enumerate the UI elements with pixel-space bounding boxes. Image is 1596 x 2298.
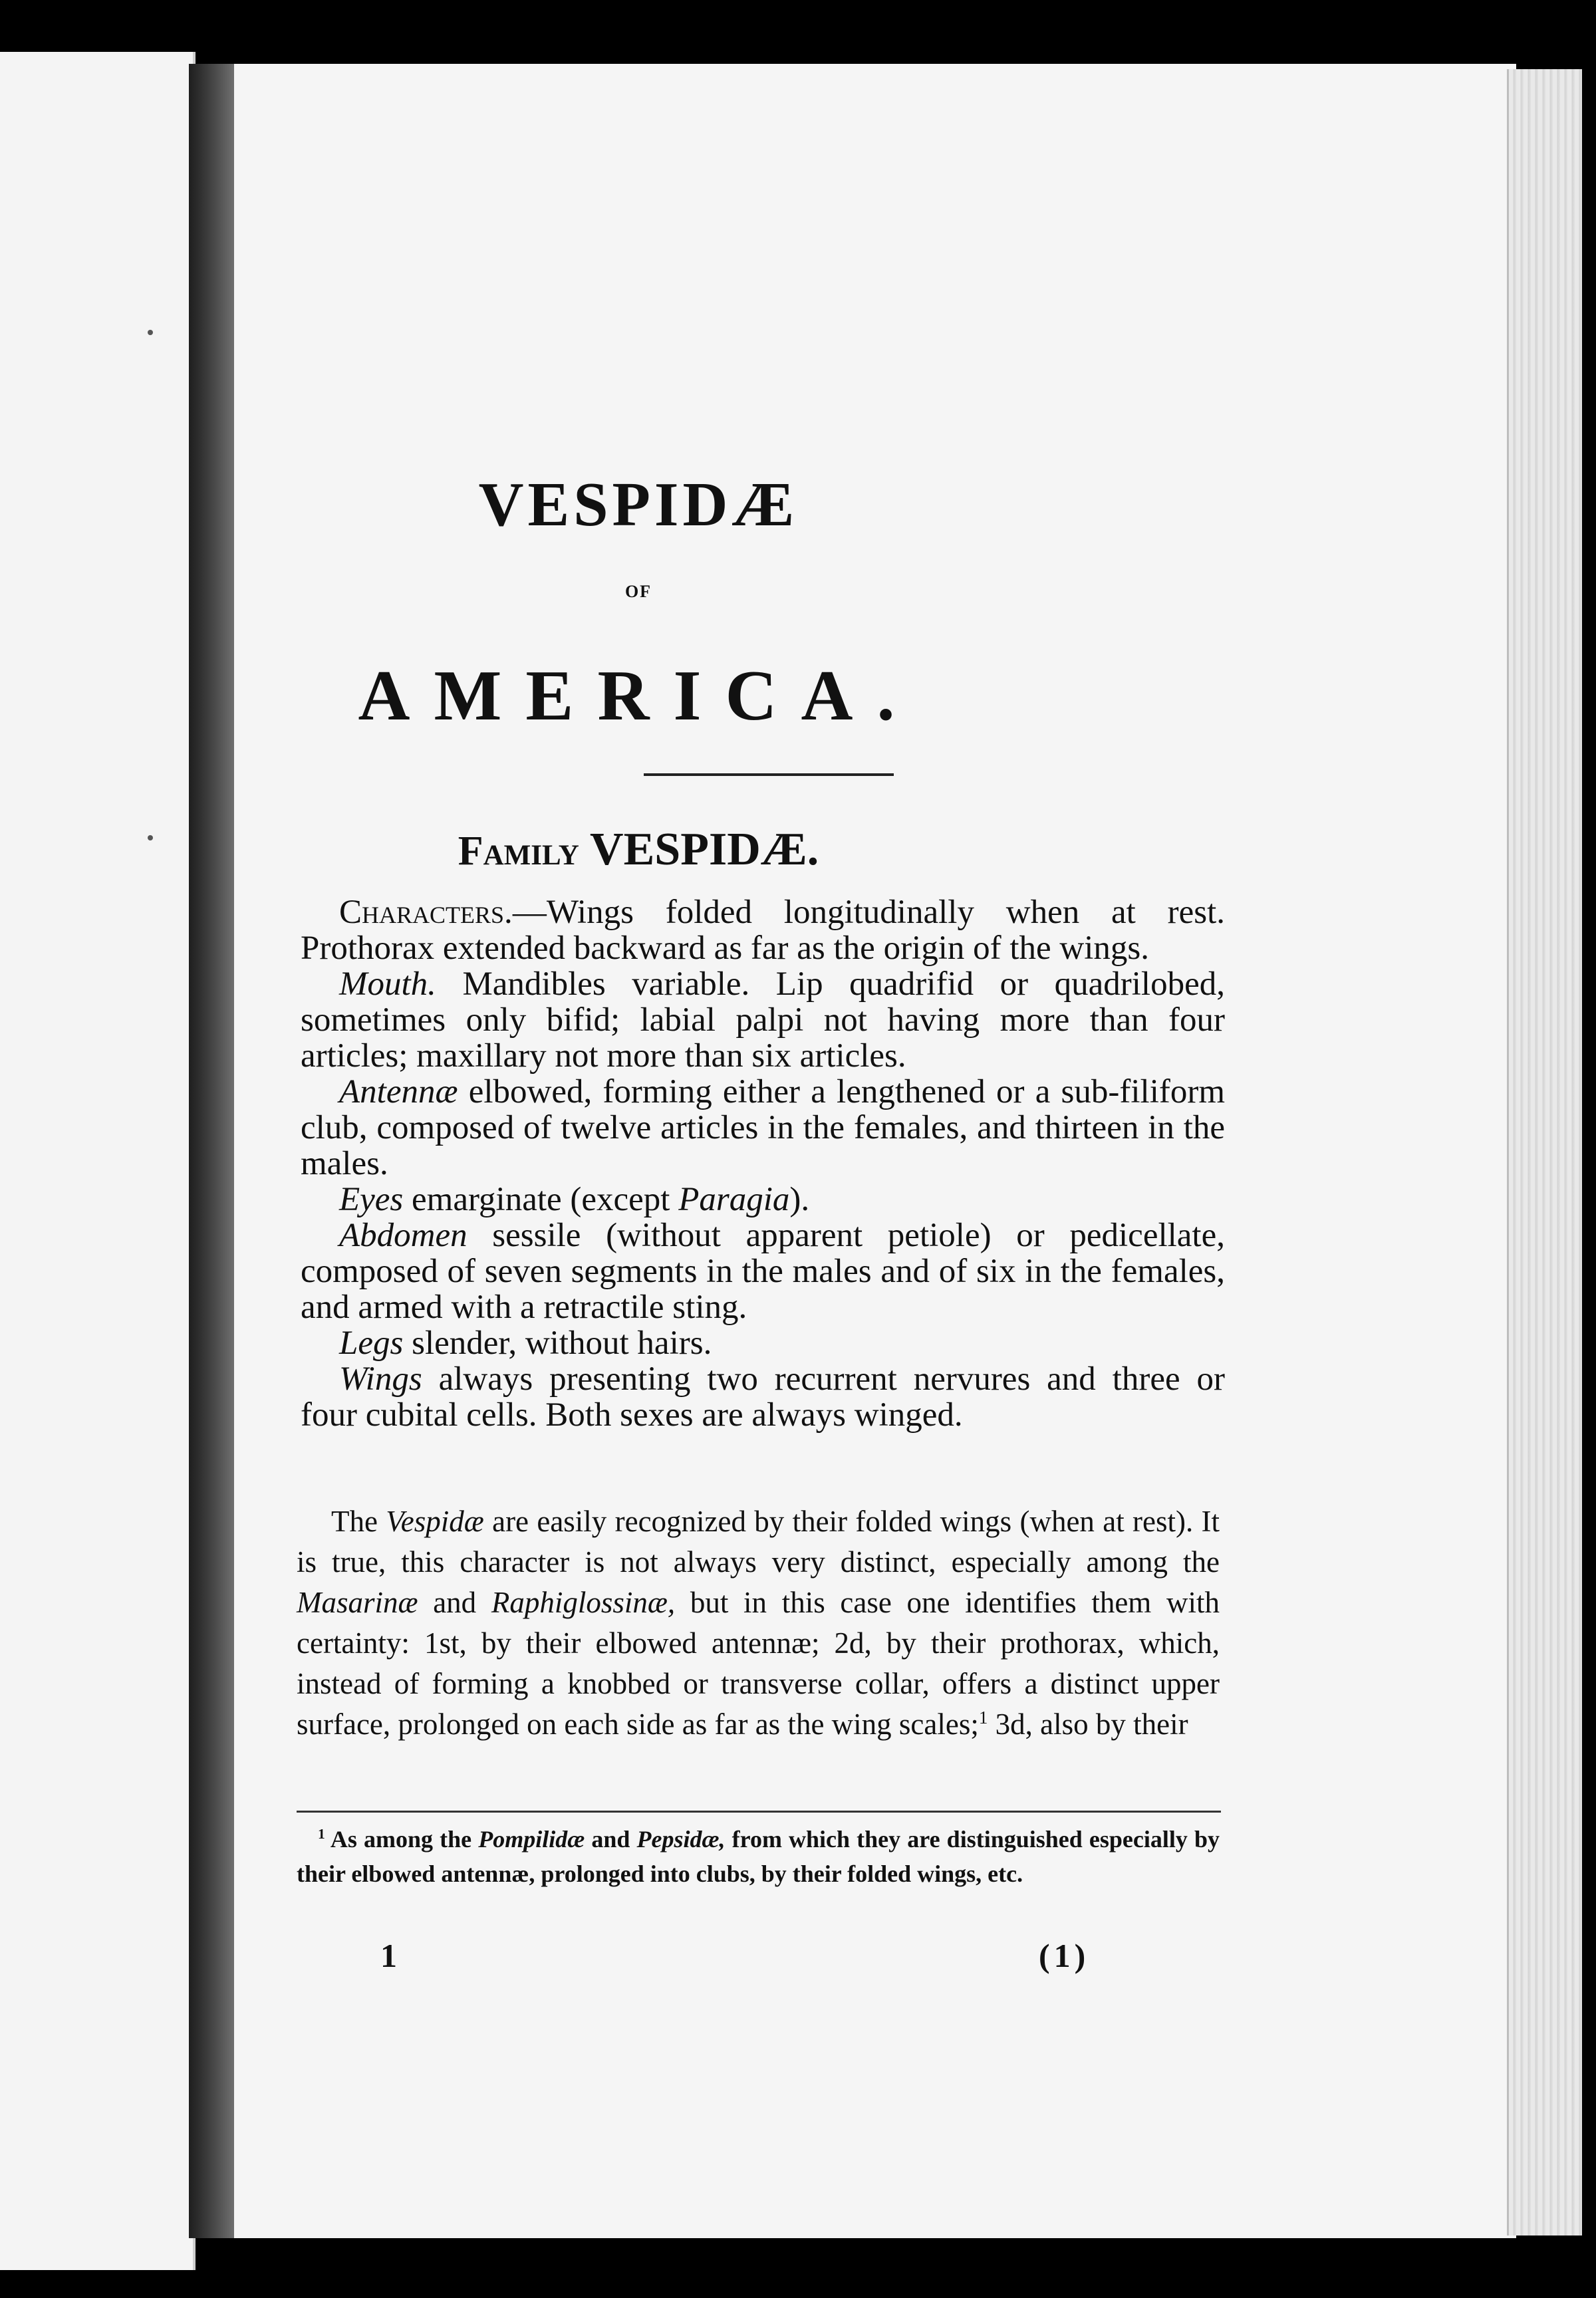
- footnote-reference: 1: [978, 1708, 988, 1727]
- eyes-term: Eyes: [339, 1181, 404, 1218]
- title-line-1: VESPIDÆ: [478, 470, 799, 539]
- left-page-mark: [148, 835, 153, 840]
- mouth-term: Mouth.: [339, 965, 436, 1003]
- footnote-term-pepsidae: Pepsidæ,: [636, 1826, 726, 1852]
- body-paragraph: [297, 1501, 1220, 1745]
- left-page-edge: [0, 52, 196, 2270]
- footnote-text: from which they are distinguished especially by their elbowed antennæ, prolonged into clubs, by their folded wings, etc.: [297, 1826, 1220, 1887]
- mouth-text: Mandibles variable. Lip quadrifid or quadrilobed, sometimes only bifid; labial palpi not having more than four articles; maxillary not more than six articles.: [301, 965, 1225, 1075]
- characters-wings: [301, 1361, 1225, 1433]
- body-text: but in this case one identifies them with certainty: 1st, by their elbowed antennæ; 2d, by their prothorax, which, instead of forming a knobbed or transverse collar, offers a distinct upper surface, prolonged on each side as far as the wing scales;: [297, 1586, 1220, 1741]
- family-name: VESPIDÆ.: [590, 824, 819, 875]
- page-stack-edge: [1507, 69, 1582, 2235]
- abdomen-term: Abdomen: [339, 1217, 467, 1254]
- page-number: (1): [1039, 1937, 1090, 1974]
- abdomen-text: sessile (without apparent petiole) or pedicellate, composed of seven segments in the males and of six in the females, and armed with a retractile sting.: [301, 1217, 1225, 1326]
- characters-section: [301, 894, 1225, 1433]
- characters-antennae: [301, 1074, 1225, 1182]
- eyes-genus: Paragia: [678, 1181, 790, 1218]
- characters-abdomen: [301, 1217, 1225, 1325]
- footnote: [297, 1822, 1220, 1891]
- characters-label: Characters.: [339, 894, 513, 931]
- wings-term: Wings: [339, 1360, 422, 1398]
- legs-term: Legs: [339, 1325, 404, 1362]
- antennae-text: elbowed, forming either a lengthened or a sub-filiform club, composed of twelve articles in the females, and thirteen in the males.: [301, 1073, 1225, 1182]
- footnote-marker: 1: [318, 1826, 325, 1842]
- body-term-raphiglossinae: Raphiglossinæ,: [491, 1586, 676, 1619]
- footnote-text: and: [585, 1826, 637, 1852]
- footnote-paragraph: [297, 1822, 1220, 1891]
- family-prefix: Family: [458, 829, 579, 874]
- legs-text: slender, without hairs.: [403, 1325, 712, 1362]
- book-gutter: [189, 64, 239, 2238]
- title-of: OF: [624, 582, 652, 601]
- eyes-text-before: emarginate (except: [403, 1181, 679, 1218]
- wings-text: always presenting two recurrent nervures and three or four cubital cells. Both sexes are always winged.: [301, 1360, 1225, 1434]
- characters-intro-text: —Wings folded longitudinally when at rest. Prothorax extended backward as far as the origin of the wings.: [301, 894, 1225, 967]
- eyes-text-after: ).: [789, 1181, 810, 1218]
- footnote-text: As among the: [325, 1826, 479, 1852]
- body-text: are easily recognized by their folded wings (when at rest). It is true, this character is not always very distinct, especially among the: [297, 1505, 1220, 1579]
- antennae-term: Antennæ: [339, 1073, 458, 1110]
- characters-legs: [301, 1325, 1225, 1361]
- footnote-term-pompilidae: Pompilidæ: [478, 1826, 585, 1852]
- characters-eyes: [301, 1182, 1225, 1217]
- title-line-2: AMERICA.: [358, 656, 919, 735]
- characters-mouth: [301, 966, 1225, 1074]
- characters-intro: [301, 894, 1225, 966]
- signature-mark: 1: [380, 1937, 397, 1974]
- title-rule: [644, 773, 894, 776]
- body-text: 3d, also by their: [988, 1708, 1188, 1741]
- body-section: [297, 1501, 1220, 1745]
- left-page-mark: [148, 330, 153, 335]
- footnote-rule: [297, 1811, 1221, 1813]
- family-heading: [253, 823, 1024, 876]
- body-text: The: [331, 1505, 386, 1538]
- body-term-vespidae: Vespidæ: [386, 1505, 484, 1538]
- body-term-masarinae: Masarinæ: [297, 1586, 418, 1619]
- body-text: and: [418, 1586, 491, 1619]
